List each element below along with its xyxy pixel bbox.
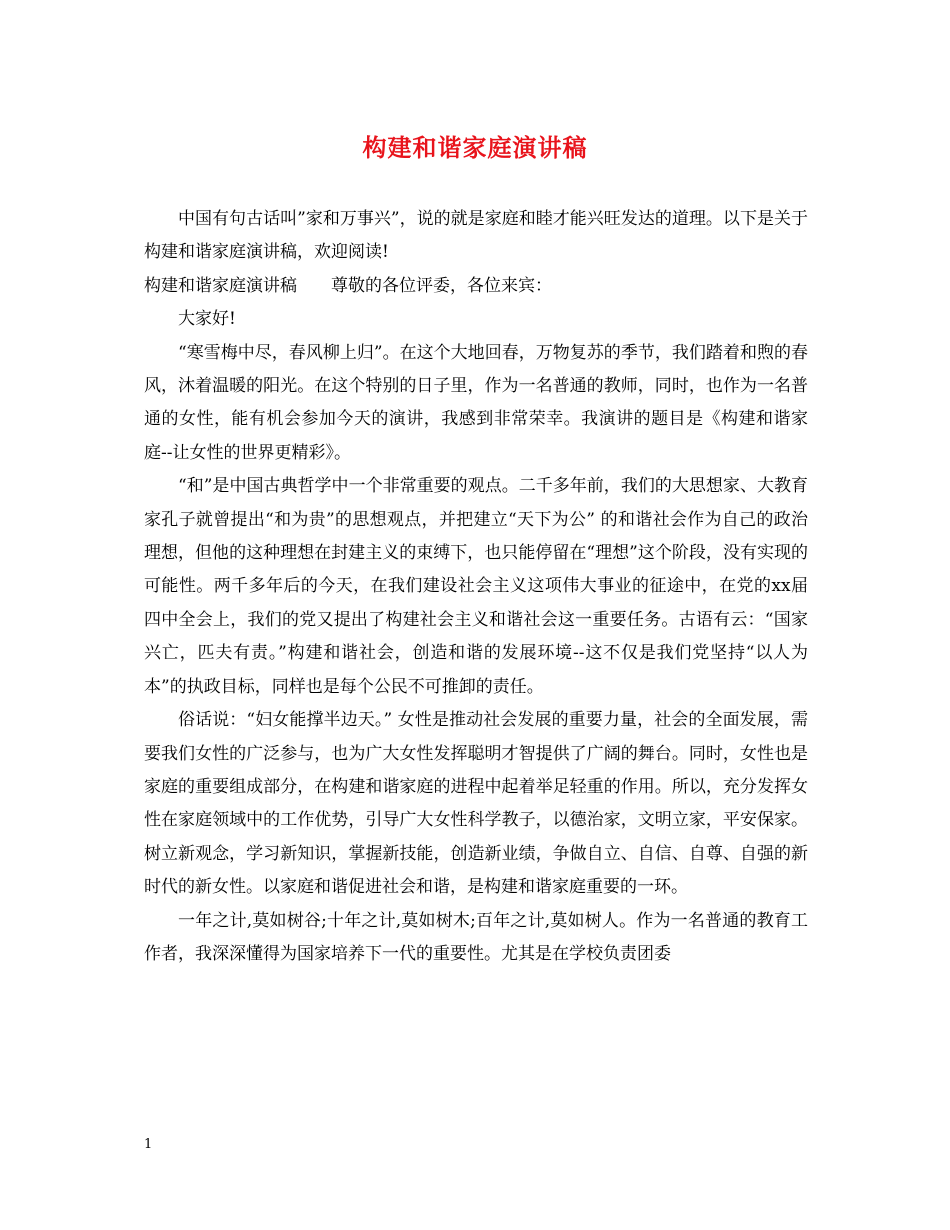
body-paragraph: “和”是中国古典哲学中一个非常重要的观点。二千多年前，我们的大思想家、大教育家孔子就曾提出“和为贵”的思想观点，并把建立“天下为公” 的和谐社会作为自己的政治理想，但他的这种理想在封建主义的束缚下，也只能停留在“理想”这个阶段，没有实现的可能性。两千多年后的今天，在我们建设社会主义这项伟大事业的征途中，在党的xx届四中全会上，我们的党又提出了构建社会主义和谐社会这一重要任务。古语有云：“国家兴亡，匹夫有责。”构建和谐社会，创造和谐的发展环境--这不仅是我们党坚持“以人为本”的执政目标，同样也是每个公民不可推卸的责任。 bbox=[144, 476, 808, 697]
document-body bbox=[144, 203, 808, 971]
body-paragraph: 俗话说：“妇女能撑半边天。” 女性是推动社会发展的重要力量，社会的全面发展，需要我们女性的广泛参与，也为广大女性发挥聪明才智提供了广阔的舞台。同时，女性也是家庭的重要组成部分，在构建和谐家庭的进程中起着举足轻重的作用。所以，充分发挥女性在家庭领域中的工作优势，引导广大女性科学教子，以德治家，文明立家，平安保家。树立新观念，学习新知识，掌握新技能，创造新业绩，争做自立、自信、自尊、自强的新时代的新女性。以家庭和谐促进社会和谐，是构建和谐家庭重要的一环。 bbox=[144, 710, 808, 898]
page-number: 1 bbox=[144, 1137, 153, 1152]
document-title: 构建和谐家庭演讲稿 bbox=[362, 133, 588, 162]
body-paragraph: “寒雪梅中尽，春风柳上归”。在这个大地回春，万物复苏的季节，我们踏着和煦的春风，沐着温暖的阳光。在这个特别的日子里，作为一名普通的教师，同时，也作为一名普通的女性，能有机会参加今天的演讲，我感到非常荣幸。我演讲的题目是《构建和谐家庭--让女性的世界更精彩》。 bbox=[144, 342, 808, 463]
body-paragraph: 一年之计,莫如树谷;十年之计,莫如树木;百年之计,莫如树人。作为一名普通的教育工作者，我深深懂得为国家培养下一代的重要性。尤其是在学校负责团委 bbox=[144, 910, 808, 964]
speech-heading-line: 构建和谐家庭演讲稿 尊敬的各位评委，各位来宾： bbox=[144, 275, 552, 296]
intro-paragraph: 中国有句古话叫”家和万事兴”，说的就是家庭和睦才能兴旺发达的道理。以下是关于构建和谐家庭演讲稿，欢迎阅读! bbox=[144, 209, 808, 263]
greeting-paragraph: 大家好! bbox=[178, 309, 236, 330]
